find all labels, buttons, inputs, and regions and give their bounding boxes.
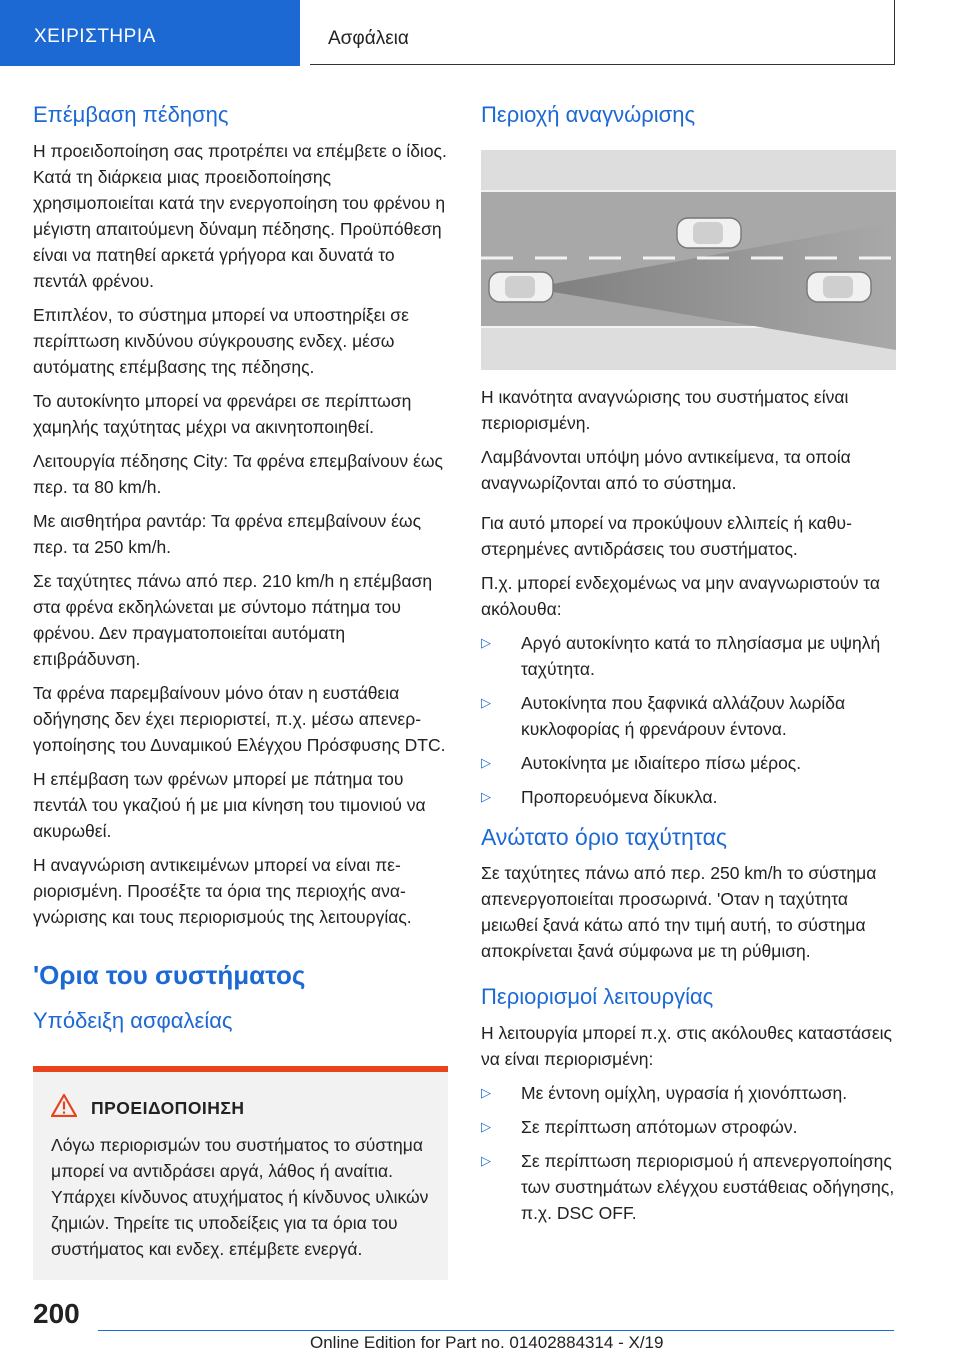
safety-note-heading: Υπόδειξη ασφαλείας	[33, 1008, 233, 1033]
function-paragraph: Η λειτουργία μπορεί π.χ. στις ακόλουθες καταστάσεις να είναι περιορισμένη:	[481, 1023, 892, 1069]
function-limits-heading: Περιορισμοί λειτουργίας	[481, 984, 714, 1009]
braking-paragraph: Σε ταχύτητες πάνω από περ. 210 km/h η επέμβαση στα φρένα εκδηλώνεται με σύντομο πάτημα του φρένου. Δεν πραγματοποιείται αυτόματη επιβράδυνση.	[33, 571, 433, 669]
detection-area-heading: Περιοχή αναγνώρισης	[481, 102, 696, 127]
area-paragraph: Λαμβάνονται υπόψη μόνο αντικείμενα, τα οποία αναγνωρίζονται από το σύστημα.	[481, 447, 851, 493]
bullet-triangle-icon: ▷	[481, 695, 491, 710]
list-item: ▷ Αργό αυτοκίνητο κατά το πλησίασμα με υψηλή ταχύτητα.	[481, 630, 896, 682]
bullet-triangle-icon: ▷	[481, 635, 491, 650]
warning-triangle-icon	[51, 1094, 77, 1122]
bullet-triangle-icon: ▷	[481, 789, 491, 804]
braking-paragraph: Με αισθητήρα ραντάρ: Τα φρένα επεμβαίνουν έως περ. τα 250 km/h.	[33, 511, 422, 557]
speed-paragraph: Σε ταχύτητες πάνω από περ. 250 km/h το σύστημα απενεργοποιείται προσωρινά. 'Οταν η ταχύτητα μειωθεί ξανά κάτω από την τιμή αυτή, το σύστημα αποκρίνεται ξανά σύμφωνα με τη ρύθμιση.	[481, 863, 877, 961]
braking-heading: Επέμβαση πέδησης	[33, 102, 229, 127]
left-column	[33, 100, 448, 1280]
detection-area-illustration	[481, 150, 896, 370]
warning-title-row	[51, 1094, 430, 1122]
car-ahead-right	[807, 272, 871, 302]
braking-paragraph: Τα φρένα παρεμβαίνουν μόνο όταν η ευστάθεια οδήγησης δεν έχει περιοριστεί, π.χ. μέσω απενεργοποίησης του Δυναμικού Ελέγχου Πρόσφυσης DTC.	[33, 683, 446, 755]
speed-limit-heading: Ανώτατο όριο ταχύτητας	[481, 824, 727, 850]
braking-paragraph: Η επέμβαση των φρένων μπορεί με πάτημα του πεντάλ του γκαζιού ή με μια κίνηση του τιμονιού να ακυρωθεί.	[33, 769, 426, 841]
car-ahead-left	[677, 218, 741, 248]
footer-divider	[98, 1330, 894, 1331]
edition-footer: Online Edition for Part no. 01402884314 - X/19	[310, 1333, 664, 1352]
list-item: ▷ Προπορευόμενα δίκυκλα.	[481, 784, 896, 810]
header-tab	[0, 0, 300, 66]
area-paragraph: Για αυτό μπορεί να προκύψουν ελλιπείς ή καθυστερημένες αντιδράσεις του συστήματος.	[481, 513, 852, 559]
header-tab-label: ΧΕΙΡΙΣΤΗΡΙΑ	[34, 26, 156, 47]
warning-box	[33, 1066, 448, 1280]
right-column	[481, 100, 896, 1234]
list-item: ▷ Σε περίπτωση περιορισμού ή απενεργοποίησης των συστημάτων ελέγχου ευστάθειας οδήγησης, π.χ. DSC OFF.	[481, 1148, 896, 1226]
area-paragraph: Η ικανότητα αναγνώρισης του συστήματος είναι περιορισμένη.	[481, 387, 849, 433]
warning-title: ΠΡΟΕΙΔΟΠΟΙΗΣΗ	[91, 1097, 245, 1118]
bullet-triangle-icon: ▷	[481, 755, 491, 770]
warning-text: Λόγω περιορισμών του συστήματος το σύστημα μπορεί να αντιδράσει αργά, λάθος ή αναίτια. Υπάρχει κίνδυνος ατυχήματος ή κίνδυνος υλικών ζημιών. Τηρείτε τις υποδείξεις για τα όρια του συστήματος και ενδεχ. επέμβετε ενεργά.	[51, 1135, 429, 1259]
list-item: ▷ Αυτοκίνητα που ξαφνικά αλλάζουν λωρίδα κυκλοφορίας ή φρενάρουν έντονα.	[481, 690, 896, 742]
bullet-triangle-icon: ▷	[481, 1085, 491, 1100]
undetected-list	[481, 630, 896, 810]
list-item: ▷ Αυτοκίνητα με ιδιαίτερο πίσω μέρος.	[481, 750, 896, 776]
list-item: ▷ Με έντονη ομίχλη, υγρασία ή χιονόπτωση.	[481, 1080, 896, 1106]
list-item: ▷ Σε περίπτωση απότομων στροφών.	[481, 1114, 896, 1140]
system-limits-heading: 'Ορια του συστήματος	[33, 960, 306, 990]
bullet-triangle-icon: ▷	[481, 1153, 491, 1168]
braking-paragraph: Το αυτοκίνητο μπορεί να φρενάρει σε περίπτωση χαμηλής ταχύτητας μέχρι να ακινητοποιηθεί.	[33, 391, 412, 437]
own-car	[489, 272, 553, 302]
braking-paragraph: Λειτουργία πέδησης City: Τα φρένα επεμβαίνουν έως περ. τα 80 km/h.	[33, 451, 443, 497]
bullet-triangle-icon: ▷	[481, 1119, 491, 1134]
braking-paragraph: Επιπλέον, το σύστημα μπορεί να υποστηρίξει σε περίπτωση κινδύνου σύγκρουσης ενδεχ. μέσω αυτόματης επέμβασης της πέδησης.	[33, 305, 409, 377]
header-section	[310, 0, 895, 65]
function-limits-list	[481, 1080, 896, 1226]
braking-paragraph: Η προειδοποίηση σας προτρέπει να επέμβετε ο ίδιος. Κατά τη διάρκεια μιας προειδοποίησης χρησιμοποιείται κατά την ενεργοποίηση του φρένου η μέγιστη απαιτούμενη δύναμη πέδησης. Προϋπόθεση είναι να πατηθεί αρκετά γρήγορα και δυνατά το πεντάλ φρένου.	[33, 141, 447, 291]
braking-paragraph: Η αναγνώριση αντικειμένων μπορεί να είναι περιορισμένη. Προσέξτε τα όρια της περιοχής αναγνώρισης και τους περιορισμούς της λειτουργίας.	[33, 855, 412, 927]
page-number: 200	[33, 1298, 80, 1329]
area-paragraph: Π.χ. μπορεί ενδεχομένως να μην αναγνωριστούν τα ακόλουθα:	[481, 573, 881, 619]
header-section-label: Ασφάλεια	[328, 28, 409, 49]
